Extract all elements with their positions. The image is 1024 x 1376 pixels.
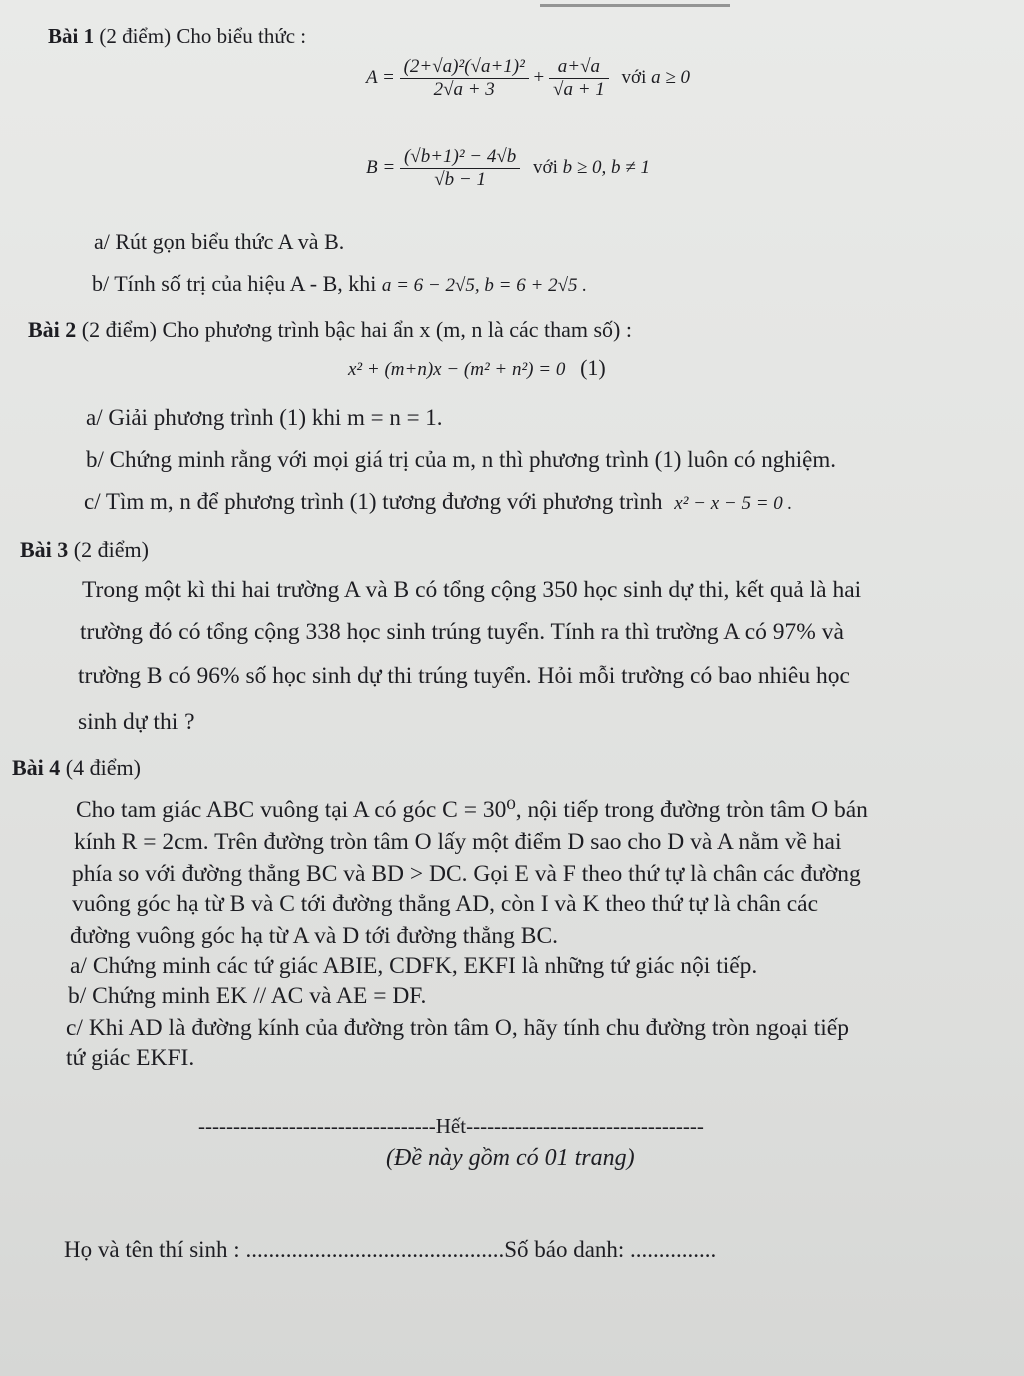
bai4-line-3: phía so với đường thẳng BC và BD > DC. Gọi E và F theo thứ tự là chân các đường: [72, 861, 861, 887]
page-count-note: (Đề này gồm có 01 trang): [386, 1145, 635, 1171]
bai3-line-4: sinh dự thi ?: [78, 709, 195, 735]
bai1-part-b-text: b/ Tính số trị của hiệu A - B, khi: [92, 271, 377, 296]
bai2-part-c: [84, 488, 792, 518]
equation-A: [366, 56, 690, 101]
bai1-title: Bài 1: [48, 24, 95, 48]
bai4-subtitle: (4 điểm): [60, 755, 141, 780]
eqB-fraction: [400, 146, 520, 191]
candidate-name-dots: .............................................: [245, 1237, 505, 1262]
bai4-part-b: b/ Chứng minh EK // AC và AE = DF.: [68, 983, 427, 1009]
bai4-heading: [12, 754, 141, 782]
bai2-equation: x² + (m+n)x − (m² + n²) = 0: [348, 359, 566, 380]
eqA-numerator-1: (2+√a)²(√a+1)²: [400, 56, 529, 79]
bai4-title: Bài 4: [12, 755, 61, 780]
bai1-part-a: a/ Rút gọn biểu thức A và B.: [94, 229, 345, 254]
eqA-condition: a ≥ 0: [651, 66, 691, 88]
bai4-part-c-line-2: tứ giác EKFI.: [66, 1045, 195, 1071]
eqB-condition-word: với: [533, 156, 558, 178]
bai4-line-5: đường vuông góc hạ từ A và D tới đường thẳng BC.: [70, 923, 559, 949]
bai2-part-c-math: x² − x − 5 = 0 .: [674, 493, 793, 514]
end-marker: ----------------------------------Hết----------------------------------: [198, 1114, 704, 1138]
bai4-line-1: Cho tam giác ABC vuông tại A có góc C = 30⁰, nội tiếp trong đường tròn tâm O bán: [76, 797, 868, 823]
eqA-denominator-1: 2√a + 3: [433, 79, 495, 100]
bai2-title: Bài 2: [28, 317, 77, 342]
bai1-subtitle: (2 điểm) Cho biểu thức :: [94, 24, 307, 48]
top-edge-line: [540, 4, 730, 7]
eqA-denominator-2: √a + 1: [553, 79, 605, 100]
bai3-heading: [20, 536, 149, 564]
eqA-fraction-2: [549, 56, 609, 101]
eqB-numerator: (√b+1)² − 4√b: [400, 146, 520, 169]
bai3-line-3: trường B có 96% số học sinh dự thi trúng tuyển. Hỏi mỗi trường có bao nhiêu học: [78, 663, 850, 689]
bai1-heading: [48, 22, 306, 50]
bai3-line-2: trường đó có tổng cộng 338 học sinh trúng tuyển. Tính ra thì trường A có 97% và: [80, 619, 844, 645]
bai2-part-c-text: c/ Tìm m, n để phương trình (1) tương đương với phương trình: [84, 489, 663, 514]
eqB-lhs: B =: [366, 156, 396, 178]
bai2-equation-label: (1): [580, 355, 606, 380]
bai2-equation-line: [348, 354, 606, 384]
bai3-subtitle: (2 điểm): [68, 537, 149, 562]
bai4-part-a: a/ Chứng minh các tứ giác ABIE, CDFK, EKFI là những tứ giác nội tiếp.: [70, 953, 758, 979]
bai2-part-a: a/ Giải phương trình (1) khi m = n = 1.: [86, 405, 443, 430]
bai2-part-b: b/ Chứng minh rằng với mọi giá trị của m, n thì phương trình (1) luôn có nghiệm.: [86, 447, 837, 472]
bai1-part-b: [92, 270, 587, 300]
equation-B: [366, 146, 650, 191]
candidate-id-label: Số báo danh:: [504, 1237, 625, 1262]
eqA-plus: +: [533, 66, 545, 88]
candidate-id-dots: ...............: [630, 1237, 717, 1262]
eqB-denominator: √b − 1: [434, 169, 486, 190]
bai1-part-b-math: a = 6 − 2√5, b = 6 + 2√5 .: [381, 275, 587, 296]
eqB-condition: b ≥ 0, b ≠ 1: [562, 156, 650, 178]
candidate-name-label: Họ và tên thí sinh :: [64, 1237, 240, 1262]
bai2-subtitle: (2 điểm) Cho phương trình bậc hai ẩn x (m, n là các tham số) :: [76, 317, 632, 342]
bai3-line-1: Trong một kì thi hai trường A và B có tổng cộng 350 học sinh dự thi, kết quả là hai: [82, 577, 862, 603]
bai4-line-4: vuông góc hạ từ B và C tới đường thẳng AD, còn I và K theo thứ tự là chân các: [72, 891, 819, 917]
eqA-numerator-2: a+√a: [549, 56, 609, 79]
eqA-fraction-1: [400, 56, 529, 101]
bai2-heading: [28, 316, 632, 344]
eqA-condition-word: với: [621, 66, 647, 88]
candidate-line: [64, 1236, 716, 1264]
bai3-title: Bài 3: [20, 537, 69, 562]
eqA-lhs: A =: [366, 66, 395, 88]
bai4-part-c-line-1: c/ Khi AD là đường kính của đường tròn tâm O, hãy tính chu đường tròn ngoại tiếp: [66, 1015, 849, 1041]
bai4-line-2: kính R = 2cm. Trên đường tròn tâm O lấy một điểm D sao cho D và A nằm về hai: [74, 829, 842, 855]
